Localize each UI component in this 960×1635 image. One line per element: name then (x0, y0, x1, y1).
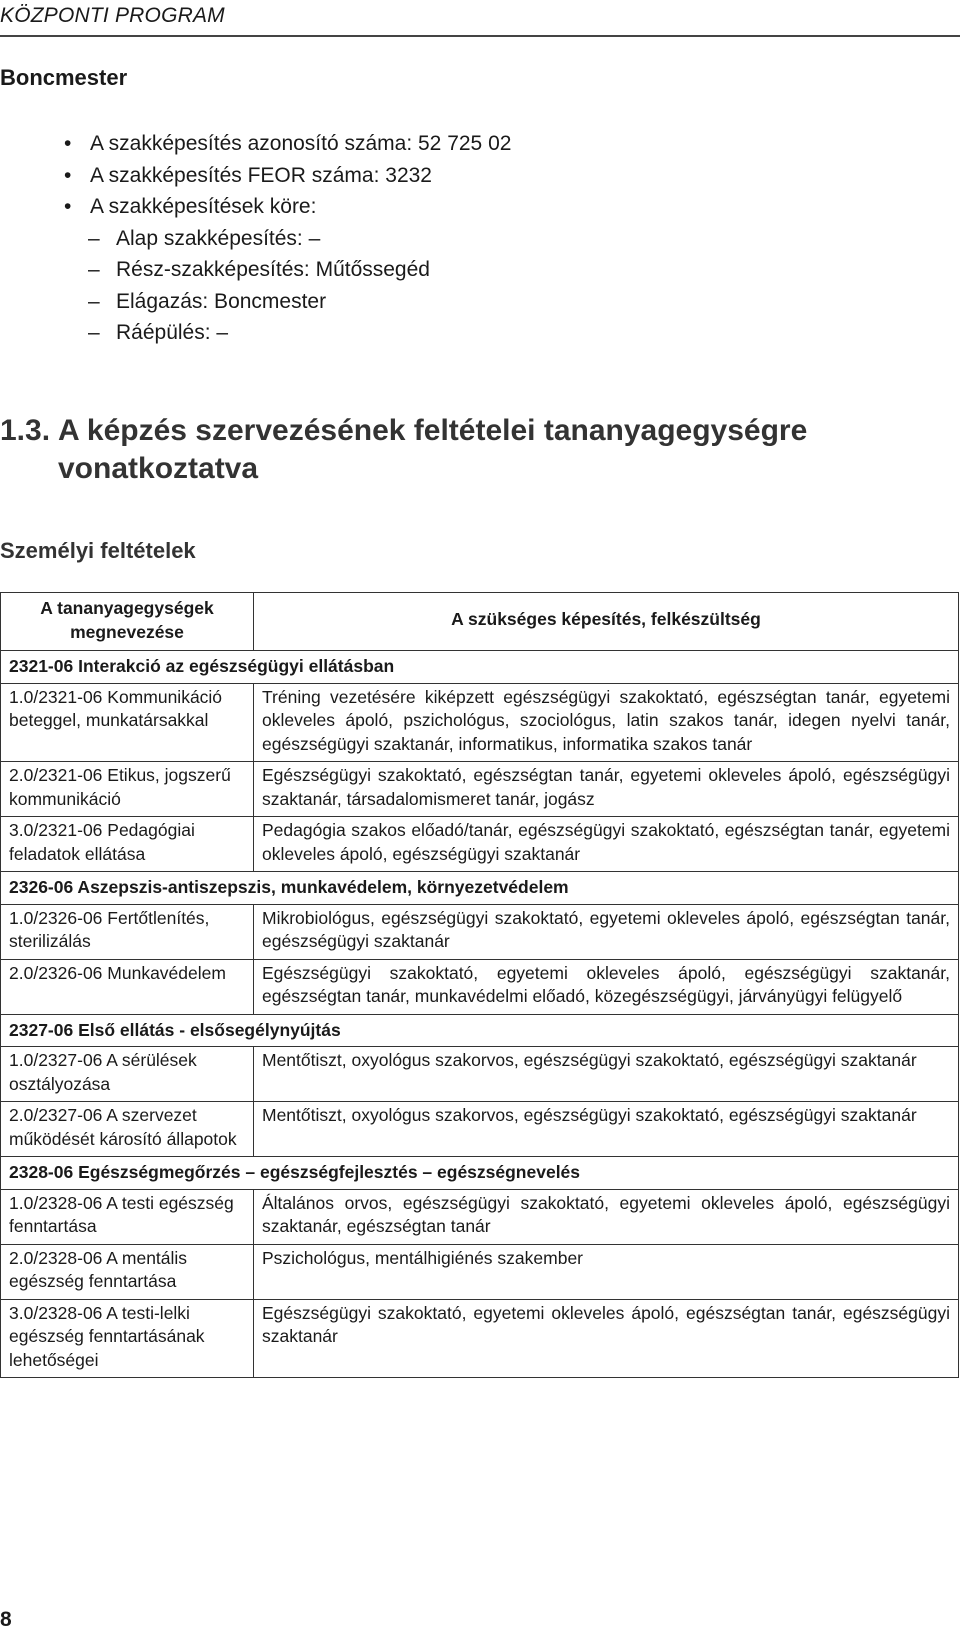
unit-cell: 1.0/2328-06 A testi egészség fenntartása (1, 1189, 254, 1244)
table-header-row (1, 593, 959, 651)
bullet-icon: • (64, 132, 72, 155)
qualification-cell: Általános orvos, egészségügyi szakoktató, egyetemi okleveles ápoló, egészségügyi szaktanár, egészségtan tanár (254, 1189, 959, 1244)
unit-cell: 2.0/2327-06 A szervezet működését károsító állapotok (1, 1102, 254, 1157)
table-row (1, 817, 959, 872)
running-head: KÖZPONTI PROGRAM (0, 4, 225, 27)
dash-icon: – (88, 321, 100, 344)
list-item-text: Elágazás: Boncmester (116, 289, 327, 313)
qualification-info-list (0, 128, 511, 349)
unit-cell: 1.0/2326-06 Fertőtlenítés, sterilizálás (1, 904, 254, 959)
list-subitem (0, 317, 511, 349)
chapter-title-line2: vonatkoztatva (58, 452, 259, 485)
group-title: 2326-06 Aszepszis-antiszepszis, munkavédelem, környezetvédelem (1, 872, 959, 905)
group-row (1, 872, 959, 905)
unit-cell: 2.0/2321-06 Etikus, jogszerű kommunikáció (1, 762, 254, 817)
requirements-table (0, 592, 959, 1378)
list-subitem (0, 223, 511, 255)
list-item-text: Rész-szakképesítés: Műtőssegéd (116, 258, 430, 281)
table-row (1, 904, 959, 959)
list-item-text: Ráépülés: – (116, 321, 229, 344)
group-row (1, 1157, 959, 1190)
unit-cell: 3.0/2328-06 A testi-lelki egészség fenntartásának lehetőségei (1, 1299, 254, 1378)
group-title: 2321-06 Interakció az egészségügyi ellátásban (1, 651, 959, 684)
table-row (1, 1047, 959, 1102)
chapter-title (0, 412, 807, 488)
list-item-text: A szakképesítés azonosító száma: 52 725 02 (90, 132, 512, 155)
unit-cell: 1.0/2321-06 Kommunikáció beteggel, munkatársakkal (1, 683, 254, 762)
qualification-cell: Mikrobiológus, egészségügyi szakoktató, egyetemi okleveles ápoló, egészségtan tanár, egészségügyi szaktanár (254, 904, 959, 959)
dash-icon: – (88, 258, 100, 281)
chapter-title-line1: A képzés szervezésének feltételei tananyagegységre (58, 414, 808, 447)
section-title: Boncmester (0, 65, 128, 90)
list-item-text: Alap szakképesítés: – (116, 226, 321, 250)
table-row (1, 1102, 959, 1157)
table-row (1, 1189, 959, 1244)
list-subitem (0, 254, 511, 286)
group-row (1, 1014, 959, 1047)
group-row (1, 651, 959, 684)
qualification-cell: Tréning vezetésére kiképzett egészségügyi szakoktató, egészségtan tanár, egyetemi okleveles ápoló, pszichológus, szociológus, latin szakos tanár, idegen nyelvi tanár, egészségügyi szaktanár, informatikus, informatika szakos tanár (254, 683, 959, 762)
list-item (0, 191, 511, 223)
dash-icon: – (88, 289, 100, 313)
qualification-cell: Pszichológus, mentálhigiénés szakember (254, 1244, 959, 1299)
list-subitem (0, 286, 511, 318)
unit-cell: 2.0/2328-06 A mentális egészség fenntartása (1, 1244, 254, 1299)
bullet-icon: • (64, 195, 72, 218)
group-title: 2328-06 Egészségmegőrzés – egészségfejlesztés – egészségnevelés (1, 1157, 959, 1190)
table-row (1, 762, 959, 817)
bullet-icon: • (64, 163, 72, 187)
subsection-title: Személyi feltételek (0, 538, 196, 563)
table-row (1, 959, 959, 1014)
list-item-text: A szakképesítések köre: (90, 195, 317, 218)
unit-cell: 3.0/2321-06 Pedagógiai feladatok ellátása (1, 817, 254, 872)
table-row (1, 1299, 959, 1378)
dash-icon: – (88, 226, 100, 250)
table-row (1, 1244, 959, 1299)
qualification-cell: Egészségügyi szakoktató, egyetemi okleveles ápoló, egészségügyi szaktanár, egészségtan tanár, munkavédelmi előadó, közegészségügyi, járványügyi felügyelő (254, 959, 959, 1014)
header-rule (0, 35, 960, 37)
chapter-number: 1.3. (0, 414, 51, 447)
column-header-unit: A tananyagegységek megnevezése (1, 593, 254, 651)
qualification-cell: Pedagógia szakos előadó/tanár, egészségügyi szakoktató, egészségtan tanár, egyetemi okleveles ápoló, egészségügyi szaktanár (254, 817, 959, 872)
list-item (0, 128, 511, 160)
table-row (1, 683, 959, 762)
list-item-text: A szakképesítés FEOR száma: 3232 (90, 163, 432, 187)
qualification-cell: Mentőtiszt, oxyológus szakorvos, egészségügyi szakoktató, egészségügyi szaktanár (254, 1102, 959, 1157)
qualification-cell: Mentőtiszt, oxyológus szakorvos, egészségügyi szakoktató, egészségügyi szaktanár (254, 1047, 959, 1102)
page-number: 8 (0, 1608, 12, 1631)
unit-cell: 1.0/2327-06 A sérülések osztályozása (1, 1047, 254, 1102)
list-item (0, 160, 511, 192)
qualification-cell: Egészségügyi szakoktató, egészségtan tanár, egyetemi okleveles ápoló, egészségügyi szaktanár, társadalomismeret tanár, jogász (254, 762, 959, 817)
qualification-cell: Egészségügyi szakoktató, egyetemi okleveles ápoló, egészségtan tanár, egészségügyi szaktanár (254, 1299, 959, 1378)
group-title: 2327-06 Első ellátás - elsősegélynyújtás (1, 1014, 959, 1047)
unit-cell: 2.0/2326-06 Munkavédelem (1, 959, 254, 1014)
column-header-qualification: A szükséges képesítés, felkészültség (254, 593, 959, 651)
